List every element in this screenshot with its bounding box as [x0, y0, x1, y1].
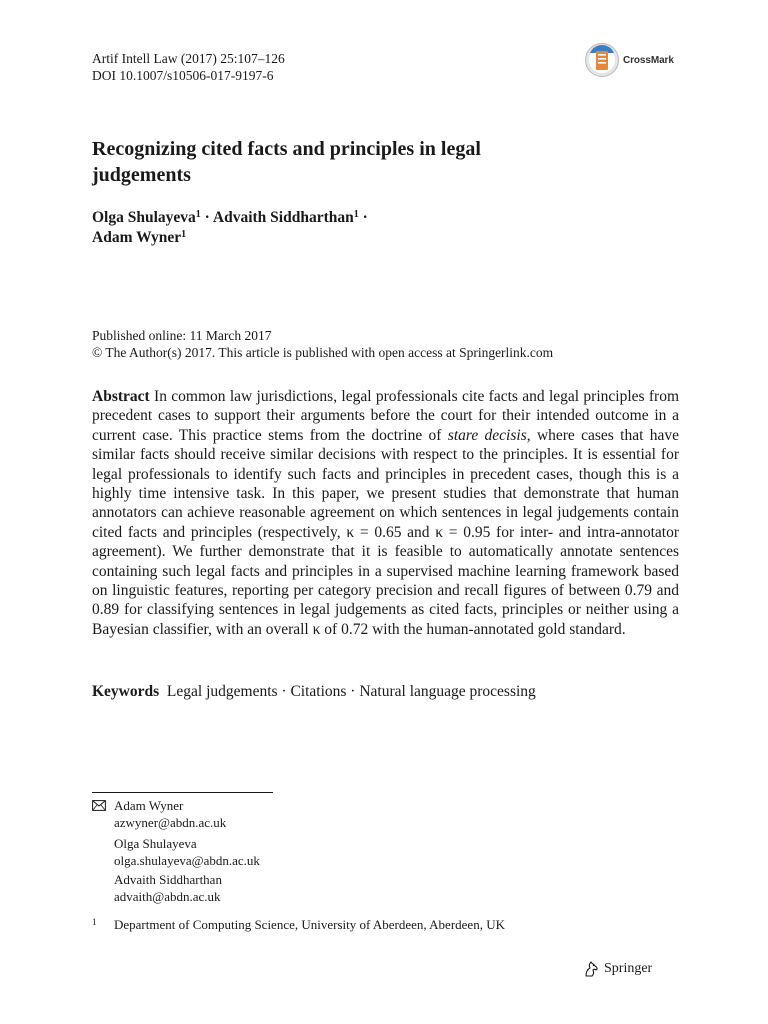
author-name[interactable]: Olga Shulayeva: [92, 209, 196, 226]
contact-email[interactable]: olga.shulayeva@abdn.ac.uk: [114, 852, 260, 868]
published-date: Published online: 11 March 2017: [92, 328, 272, 343]
journal-meta: [92, 50, 285, 84]
crossmark-label: CrossMark: [623, 54, 674, 66]
affiliation-marker: 1: [353, 209, 359, 220]
affiliation-marker: 1: [195, 209, 201, 220]
contact-name: Adam Wyner: [114, 798, 184, 813]
author-name[interactable]: Adam Wyner: [92, 229, 182, 246]
author-separator: ·: [200, 209, 213, 226]
abstract-italic-term: stare decisis: [447, 426, 527, 444]
contact-entry: [114, 798, 414, 831]
affiliation-marker: 1: [181, 229, 187, 240]
keywords: [92, 682, 679, 701]
contact-email[interactable]: advaith@abdn.ac.uk: [114, 888, 221, 904]
paper-title: [92, 136, 652, 188]
contact-name: Olga Shulayeva: [114, 836, 197, 851]
keywords-label: Keywords: [92, 683, 160, 700]
author-list: [92, 208, 652, 248]
journal-citation: Artif Intell Law (2017) 25:107–126: [92, 51, 285, 66]
crossmark-icon: [584, 42, 620, 78]
abstract-text-part-2: , where cases that have similar facts should receive similar decisions with respect to the principles. It is essential for legal professionals to identify such facts and principles in precedent cases, though this is a highly time intensive task. In this paper, we present studies that demonstrate that human annotators can achieve reasonable agreement on which sentences in legal judgements contain cited facts and principles (respectively, κ = 0.65 and κ = 0.95 for inter- and intra-annotator agreement). We further demonstrate that it is feasible to automatically annotate sentences containing such legal facts and principles in a supervised machine learning framework based on linguistic features, reporting per category precision and recall figures of between 0.79 and 0.89 for classifying sentences in legal judgements as cited facts, principles or neither using a Bayesian classifier, with an overall κ of 0.72 with the human-annotated gold standard.: [92, 426, 679, 638]
paper-title-line-1: Recognizing cited facts and principles in legal: [92, 138, 481, 160]
keywords-text: Legal judgements · Citations · Natural language processing: [166, 683, 536, 700]
publisher-logo: [582, 960, 652, 978]
author-separator: ·: [358, 209, 368, 226]
paper-title-line-2: judgements: [92, 164, 191, 186]
envelope-icon: [92, 800, 106, 811]
contact-email[interactable]: azwyner@abdn.ac.uk: [114, 814, 227, 830]
author-name[interactable]: Advaith Siddharthan: [212, 209, 354, 226]
footnote-divider: [92, 792, 273, 793]
publisher-name: Springer: [604, 961, 653, 976]
doi-line: DOI 10.1007/s10506-017-9197-6: [92, 68, 274, 83]
affiliation-number: 1: [92, 917, 97, 927]
contact-entry: [114, 836, 414, 869]
publication-info: [92, 327, 553, 361]
crossmark-badge[interactable]: [584, 42, 674, 78]
abstract-text-part-1: In common law jurisdictions, legal professionals cite facts and legal principles from precedent cases to support their arguments before the court for their intended outcome in a current case. This practice stems from the doctrine of: [92, 388, 679, 444]
contact-entry: [114, 872, 414, 905]
contact-name: Advaith Siddharthan: [114, 872, 222, 887]
abstract: [92, 387, 679, 639]
copyright-notice: © The Author(s) 2017. This article is published with open access at Springerlink.com: [92, 345, 554, 360]
springer-horse-icon: [582, 960, 600, 978]
affiliation-text: Department of Computing Science, University of Aberdeen, Aberdeen, UK: [114, 917, 505, 932]
abstract-label: Abstract: [92, 388, 150, 405]
